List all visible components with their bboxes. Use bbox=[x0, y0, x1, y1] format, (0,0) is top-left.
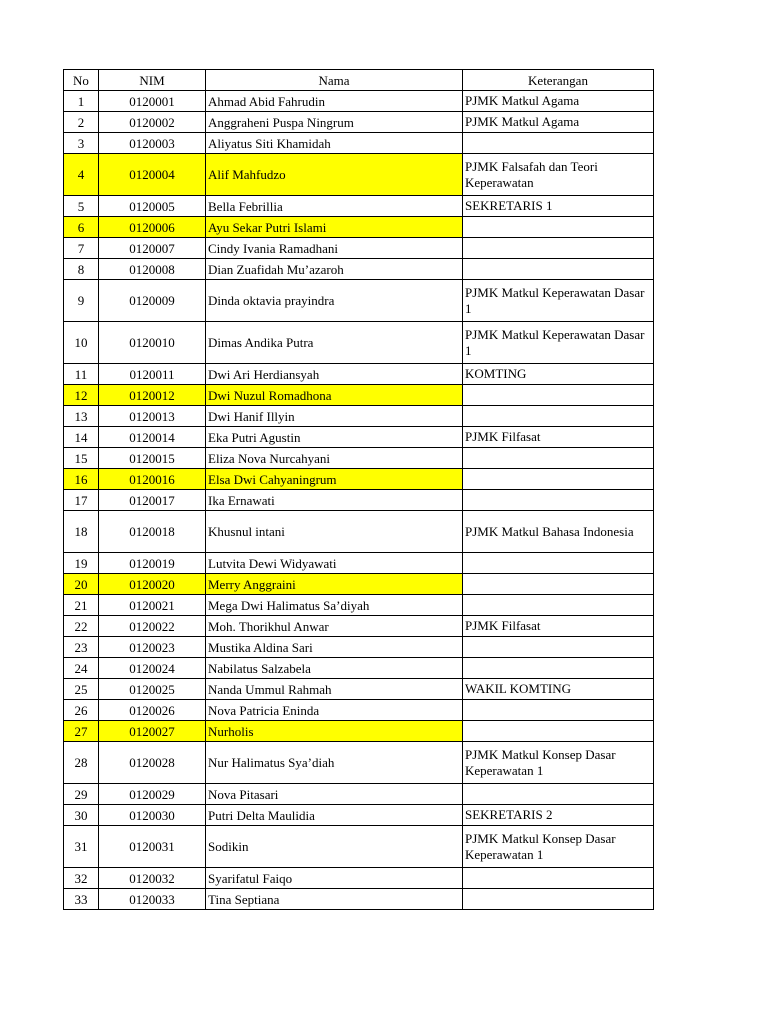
row-nim-cell: 0120014 bbox=[99, 427, 206, 448]
row-nim-cell: 0120033 bbox=[99, 889, 206, 910]
row-keterangan-cell bbox=[463, 721, 654, 742]
row-nama-cell: Elsa Dwi Cahyaningrum bbox=[206, 469, 463, 490]
row-nama-cell: Eliza Nova Nurcahyani bbox=[206, 448, 463, 469]
table-row bbox=[64, 868, 654, 889]
row-nama-cell: Mega Dwi Halimatus Sa’diyah bbox=[206, 595, 463, 616]
row-nim-cell: 0120003 bbox=[99, 133, 206, 154]
row-nim-cell: 0120029 bbox=[99, 784, 206, 805]
row-nim-cell: 0120017 bbox=[99, 490, 206, 511]
table-row bbox=[64, 700, 654, 721]
row-no-cell: 15 bbox=[64, 448, 99, 469]
row-no-cell: 21 bbox=[64, 595, 99, 616]
row-nama-cell: Nur Halimatus Sya’diah bbox=[206, 742, 463, 784]
row-nim-cell: 0120016 bbox=[99, 469, 206, 490]
table-row bbox=[64, 112, 654, 133]
row-keterangan-cell bbox=[463, 385, 654, 406]
row-no-cell: 17 bbox=[64, 490, 99, 511]
table-row bbox=[64, 658, 654, 679]
row-nama-cell: Nanda Ummul Rahmah bbox=[206, 679, 463, 700]
row-nim-cell: 0120015 bbox=[99, 448, 206, 469]
row-nim-cell: 0120012 bbox=[99, 385, 206, 406]
row-nama-cell: Putri Delta Maulidia bbox=[206, 805, 463, 826]
header-row bbox=[64, 70, 654, 91]
row-nim-cell: 0120010 bbox=[99, 322, 206, 364]
row-nim-cell: 0120020 bbox=[99, 574, 206, 595]
row-nama-cell: Tina Septiana bbox=[206, 889, 463, 910]
row-nim-cell: 0120002 bbox=[99, 112, 206, 133]
row-no-cell: 5 bbox=[64, 196, 99, 217]
table-row bbox=[64, 154, 654, 196]
header-nim: NIM bbox=[99, 70, 206, 91]
row-nama-cell: Mustika Aldina Sari bbox=[206, 637, 463, 658]
row-nama-cell: Moh. Thorikhul Anwar bbox=[206, 616, 463, 637]
row-keterangan-cell bbox=[463, 658, 654, 679]
table-row bbox=[64, 91, 654, 112]
row-no-cell: 12 bbox=[64, 385, 99, 406]
row-keterangan-cell bbox=[463, 868, 654, 889]
row-no-cell: 26 bbox=[64, 700, 99, 721]
row-nama-cell: Dwi Ari Herdiansyah bbox=[206, 364, 463, 385]
table-row bbox=[64, 280, 654, 322]
row-no-cell: 32 bbox=[64, 868, 99, 889]
row-nama-cell: Dian Zuafidah Mu’azaroh bbox=[206, 259, 463, 280]
row-no-cell: 24 bbox=[64, 658, 99, 679]
row-keterangan-cell bbox=[463, 469, 654, 490]
row-nim-cell: 0120021 bbox=[99, 595, 206, 616]
row-keterangan-cell bbox=[463, 637, 654, 658]
row-keterangan-cell bbox=[463, 406, 654, 427]
row-no-cell: 14 bbox=[64, 427, 99, 448]
row-no-cell: 30 bbox=[64, 805, 99, 826]
row-no-cell: 8 bbox=[64, 259, 99, 280]
row-keterangan-cell bbox=[463, 595, 654, 616]
row-nama-cell: Nova Pitasari bbox=[206, 784, 463, 805]
row-no-cell: 16 bbox=[64, 469, 99, 490]
row-no-cell: 11 bbox=[64, 364, 99, 385]
table-row bbox=[64, 616, 654, 637]
table-row bbox=[64, 427, 654, 448]
row-nim-cell: 0120011 bbox=[99, 364, 206, 385]
table-row bbox=[64, 574, 654, 595]
row-nama-cell: Ika Ernawati bbox=[206, 490, 463, 511]
row-nim-cell: 0120004 bbox=[99, 154, 206, 196]
table-row bbox=[64, 637, 654, 658]
row-no-cell: 22 bbox=[64, 616, 99, 637]
row-nama-cell: Syarifatul Faiqo bbox=[206, 868, 463, 889]
row-no-cell: 10 bbox=[64, 322, 99, 364]
row-nim-cell: 0120018 bbox=[99, 511, 206, 553]
row-no-cell: 25 bbox=[64, 679, 99, 700]
row-nama-cell: Khusnul intani bbox=[206, 511, 463, 553]
row-no-cell: 20 bbox=[64, 574, 99, 595]
row-no-cell: 13 bbox=[64, 406, 99, 427]
row-nama-cell: Sodikin bbox=[206, 826, 463, 868]
table-row bbox=[64, 721, 654, 742]
row-no-cell: 33 bbox=[64, 889, 99, 910]
row-nim-cell: 0120009 bbox=[99, 280, 206, 322]
row-keterangan-cell: SEKRETARIS 2 bbox=[463, 805, 654, 826]
row-nim-cell: 0120006 bbox=[99, 217, 206, 238]
row-keterangan-cell: PJMK Filfasat bbox=[463, 616, 654, 637]
row-nim-cell: 0120031 bbox=[99, 826, 206, 868]
table-row bbox=[64, 595, 654, 616]
row-keterangan-cell bbox=[463, 448, 654, 469]
row-nama-cell: Dinda oktavia prayindra bbox=[206, 280, 463, 322]
table-row bbox=[64, 238, 654, 259]
row-keterangan-cell bbox=[463, 574, 654, 595]
table-row bbox=[64, 889, 654, 910]
row-nim-cell: 0120025 bbox=[99, 679, 206, 700]
table-row bbox=[64, 742, 654, 784]
row-keterangan-cell bbox=[463, 238, 654, 259]
row-keterangan-cell: PJMK Matkul Agama bbox=[463, 112, 654, 133]
row-no-cell: 18 bbox=[64, 511, 99, 553]
table-row bbox=[64, 826, 654, 868]
row-nim-cell: 0120026 bbox=[99, 700, 206, 721]
row-nim-cell: 0120023 bbox=[99, 637, 206, 658]
row-nim-cell: 0120007 bbox=[99, 238, 206, 259]
row-no-cell: 19 bbox=[64, 553, 99, 574]
row-keterangan-cell bbox=[463, 553, 654, 574]
row-keterangan-cell: KOMTING bbox=[463, 364, 654, 385]
row-no-cell: 31 bbox=[64, 826, 99, 868]
table-row bbox=[64, 196, 654, 217]
row-keterangan-cell bbox=[463, 889, 654, 910]
row-keterangan-cell: PJMK Matkul Konsep Dasar Keperawatan 1 bbox=[463, 742, 654, 784]
row-nama-cell: Dwi Hanif Illyin bbox=[206, 406, 463, 427]
row-nama-cell: Aliyatus Siti Khamidah bbox=[206, 133, 463, 154]
row-no-cell: 1 bbox=[64, 91, 99, 112]
row-no-cell: 2 bbox=[64, 112, 99, 133]
row-nama-cell: Bella Febrillia bbox=[206, 196, 463, 217]
row-nama-cell: Ahmad Abid Fahrudin bbox=[206, 91, 463, 112]
row-nama-cell: Alif Mahfudzo bbox=[206, 154, 463, 196]
row-keterangan-cell bbox=[463, 259, 654, 280]
row-no-cell: 23 bbox=[64, 637, 99, 658]
row-no-cell: 27 bbox=[64, 721, 99, 742]
row-nama-cell: Ayu Sekar Putri Islami bbox=[206, 217, 463, 238]
row-keterangan-cell: PJMK Matkul Keperawatan Dasar 1 bbox=[463, 280, 654, 322]
roster-body bbox=[64, 91, 654, 910]
row-no-cell: 29 bbox=[64, 784, 99, 805]
row-nama-cell: Anggraheni Puspa Ningrum bbox=[206, 112, 463, 133]
table-row bbox=[64, 385, 654, 406]
row-nama-cell: Dwi Nuzul Romadhona bbox=[206, 385, 463, 406]
row-keterangan-cell: PJMK Matkul Agama bbox=[463, 91, 654, 112]
table-row bbox=[64, 553, 654, 574]
row-nama-cell: Cindy Ivania Ramadhani bbox=[206, 238, 463, 259]
row-nama-cell: Nova Patricia Eninda bbox=[206, 700, 463, 721]
row-no-cell: 7 bbox=[64, 238, 99, 259]
header-nama: Nama bbox=[206, 70, 463, 91]
table-row bbox=[64, 217, 654, 238]
table-row bbox=[64, 133, 654, 154]
row-keterangan-cell: PJMK Falsafah dan Teori Keperawatan bbox=[463, 154, 654, 196]
row-keterangan-cell: PJMK Matkul Bahasa Indonesia bbox=[463, 511, 654, 553]
table-row bbox=[64, 490, 654, 511]
row-nim-cell: 0120032 bbox=[99, 868, 206, 889]
row-keterangan-cell: WAKIL KOMTING bbox=[463, 679, 654, 700]
row-nim-cell: 0120027 bbox=[99, 721, 206, 742]
table-row bbox=[64, 259, 654, 280]
row-keterangan-cell bbox=[463, 133, 654, 154]
header-keterangan: Keterangan bbox=[463, 70, 654, 91]
table-row bbox=[64, 448, 654, 469]
row-keterangan-cell: PJMK Filfasat bbox=[463, 427, 654, 448]
row-nama-cell: Merry Anggraini bbox=[206, 574, 463, 595]
row-no-cell: 3 bbox=[64, 133, 99, 154]
row-nama-cell: Nabilatus Salzabela bbox=[206, 658, 463, 679]
row-no-cell: 4 bbox=[64, 154, 99, 196]
row-keterangan-cell: SEKRETARIS 1 bbox=[463, 196, 654, 217]
row-nim-cell: 0120028 bbox=[99, 742, 206, 784]
row-nim-cell: 0120019 bbox=[99, 553, 206, 574]
table-row bbox=[64, 364, 654, 385]
table-row bbox=[64, 511, 654, 553]
row-keterangan-cell bbox=[463, 700, 654, 721]
row-keterangan-cell bbox=[463, 217, 654, 238]
row-keterangan-cell: PJMK Matkul Konsep Dasar Keperawatan 1 bbox=[463, 826, 654, 868]
row-nama-cell: Nurholis bbox=[206, 721, 463, 742]
table-row bbox=[64, 322, 654, 364]
row-nim-cell: 0120005 bbox=[99, 196, 206, 217]
table-row bbox=[64, 805, 654, 826]
table-row bbox=[64, 469, 654, 490]
table-row bbox=[64, 406, 654, 427]
row-nama-cell: Lutvita Dewi Widyawati bbox=[206, 553, 463, 574]
row-nim-cell: 0120008 bbox=[99, 259, 206, 280]
row-no-cell: 9 bbox=[64, 280, 99, 322]
table-row bbox=[64, 679, 654, 700]
row-nim-cell: 0120001 bbox=[99, 91, 206, 112]
student-roster-table bbox=[63, 69, 654, 910]
row-keterangan-cell bbox=[463, 490, 654, 511]
row-nama-cell: Eka Putri Agustin bbox=[206, 427, 463, 448]
table-row bbox=[64, 784, 654, 805]
row-keterangan-cell bbox=[463, 784, 654, 805]
row-nim-cell: 0120024 bbox=[99, 658, 206, 679]
row-no-cell: 28 bbox=[64, 742, 99, 784]
header-no: No bbox=[64, 70, 99, 91]
row-nama-cell: Dimas Andika Putra bbox=[206, 322, 463, 364]
row-keterangan-cell: PJMK Matkul Keperawatan Dasar 1 bbox=[463, 322, 654, 364]
row-nim-cell: 0120022 bbox=[99, 616, 206, 637]
row-nim-cell: 0120030 bbox=[99, 805, 206, 826]
row-nim-cell: 0120013 bbox=[99, 406, 206, 427]
row-no-cell: 6 bbox=[64, 217, 99, 238]
